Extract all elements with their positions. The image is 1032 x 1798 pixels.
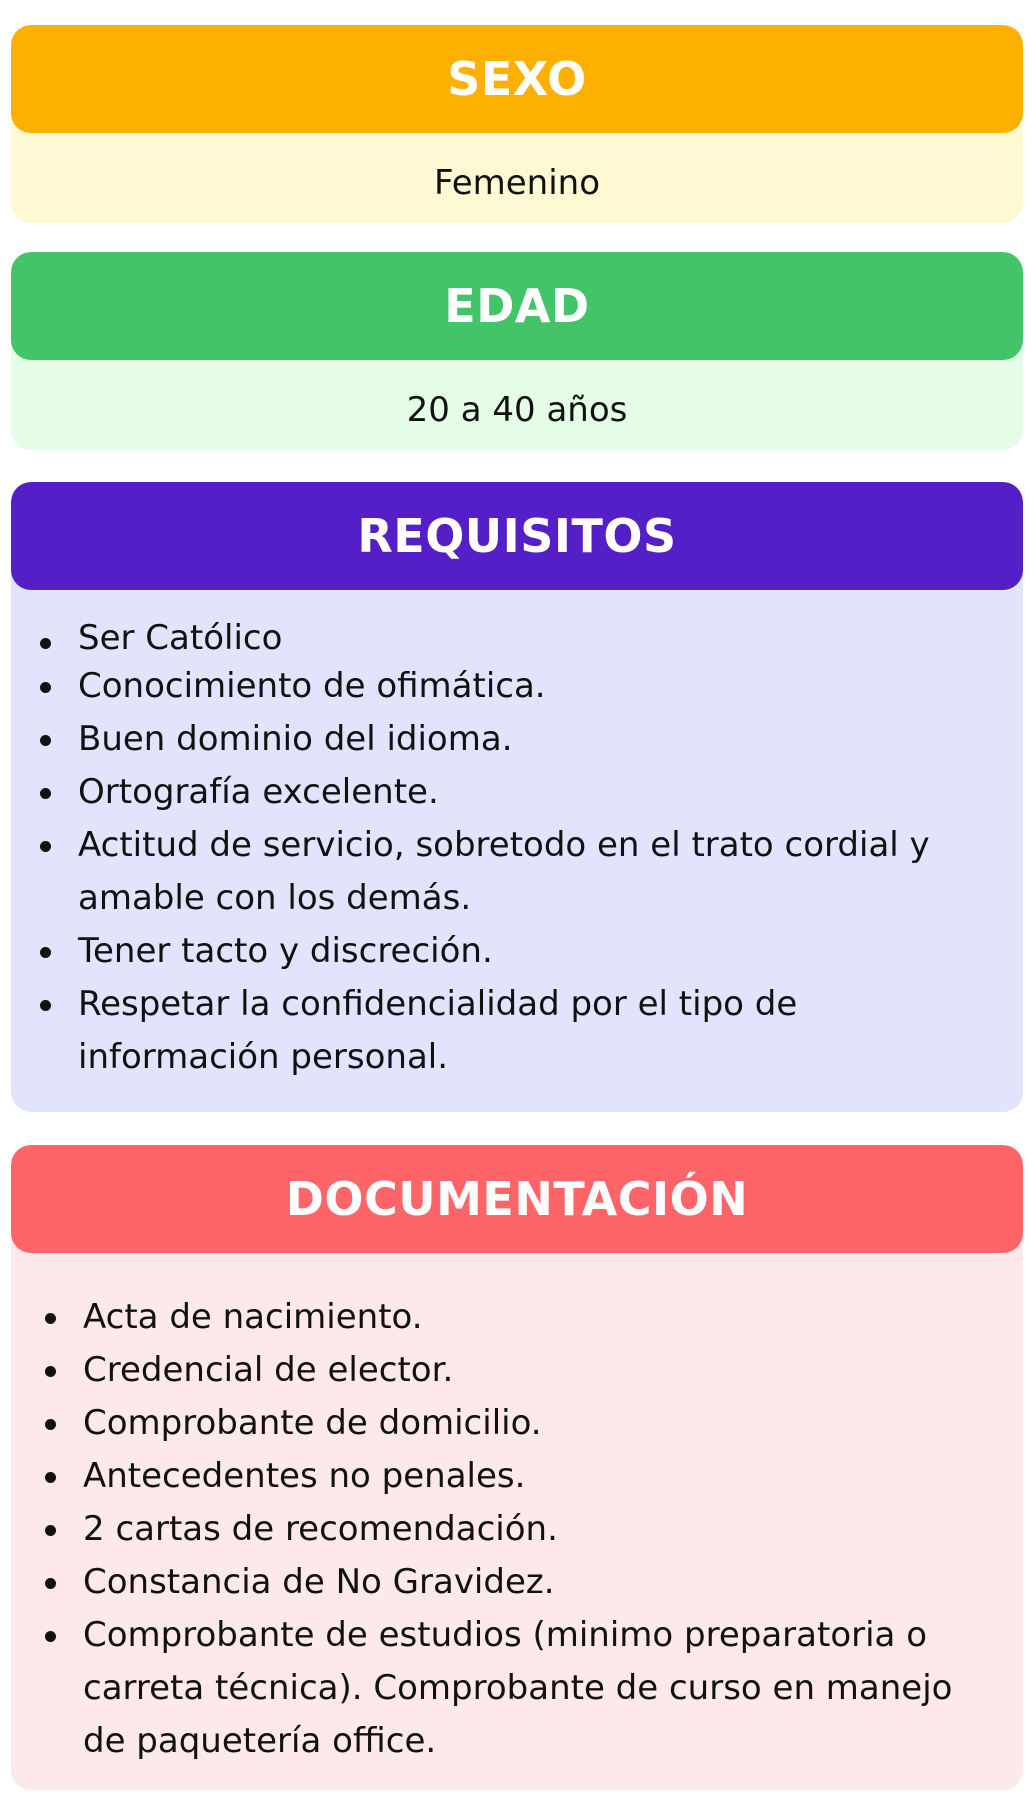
documentacion-header bbox=[11, 1145, 1023, 1253]
list-item: Comprobante de domicilio. bbox=[83, 1397, 993, 1450]
sexo-card bbox=[11, 25, 1023, 223]
list-item: Ortografía excelente. bbox=[78, 766, 993, 819]
edad-value: 20 a 40 años bbox=[406, 390, 628, 430]
list-item: Constancia de No Gravidez. bbox=[83, 1556, 993, 1609]
list-item: Acta de nacimiento. bbox=[83, 1291, 993, 1344]
requisitos-list bbox=[78, 616, 993, 1084]
list-item: Credencial de elector. bbox=[83, 1344, 993, 1397]
edad-body bbox=[11, 360, 1023, 430]
documentacion-card bbox=[11, 1145, 1023, 1790]
sexo-value: Femenino bbox=[434, 163, 600, 203]
edad-card bbox=[11, 252, 1023, 450]
documentacion-title: DOCUMENTACIÓN bbox=[285, 1172, 749, 1226]
sexo-header bbox=[11, 25, 1023, 133]
list-item: Antecedentes no penales. bbox=[83, 1450, 993, 1503]
documentacion-body bbox=[11, 1253, 1023, 1768]
documentacion-list bbox=[83, 1291, 993, 1768]
list-item: Buen dominio del idioma. bbox=[78, 713, 993, 766]
sexo-body bbox=[11, 133, 1023, 203]
list-item: Ser Católico bbox=[78, 616, 993, 660]
edad-header bbox=[11, 252, 1023, 360]
requisitos-title: REQUISITOS bbox=[357, 509, 677, 563]
requisitos-card bbox=[11, 482, 1023, 1112]
list-item: Respetar la confidencialidad por el tipo de información personal. bbox=[78, 978, 993, 1084]
list-item: Actitud de servicio, sobretodo en el trato cordial y amable con los demás. bbox=[78, 819, 993, 925]
sexo-title: SEXO bbox=[447, 52, 587, 106]
list-item: Tener tacto y discreción. bbox=[78, 925, 993, 978]
requisitos-body bbox=[11, 590, 1023, 1084]
requisitos-header bbox=[11, 482, 1023, 590]
edad-title: EDAD bbox=[444, 279, 590, 333]
list-item: 2 cartas de recomendación. bbox=[83, 1503, 993, 1556]
list-item: Comprobante de estudios (minimo preparatoria o carreta técnica). Comprobante de curso en manejo de paquetería office. bbox=[83, 1609, 993, 1768]
list-item: Conocimiento de ofimática. bbox=[78, 660, 993, 713]
